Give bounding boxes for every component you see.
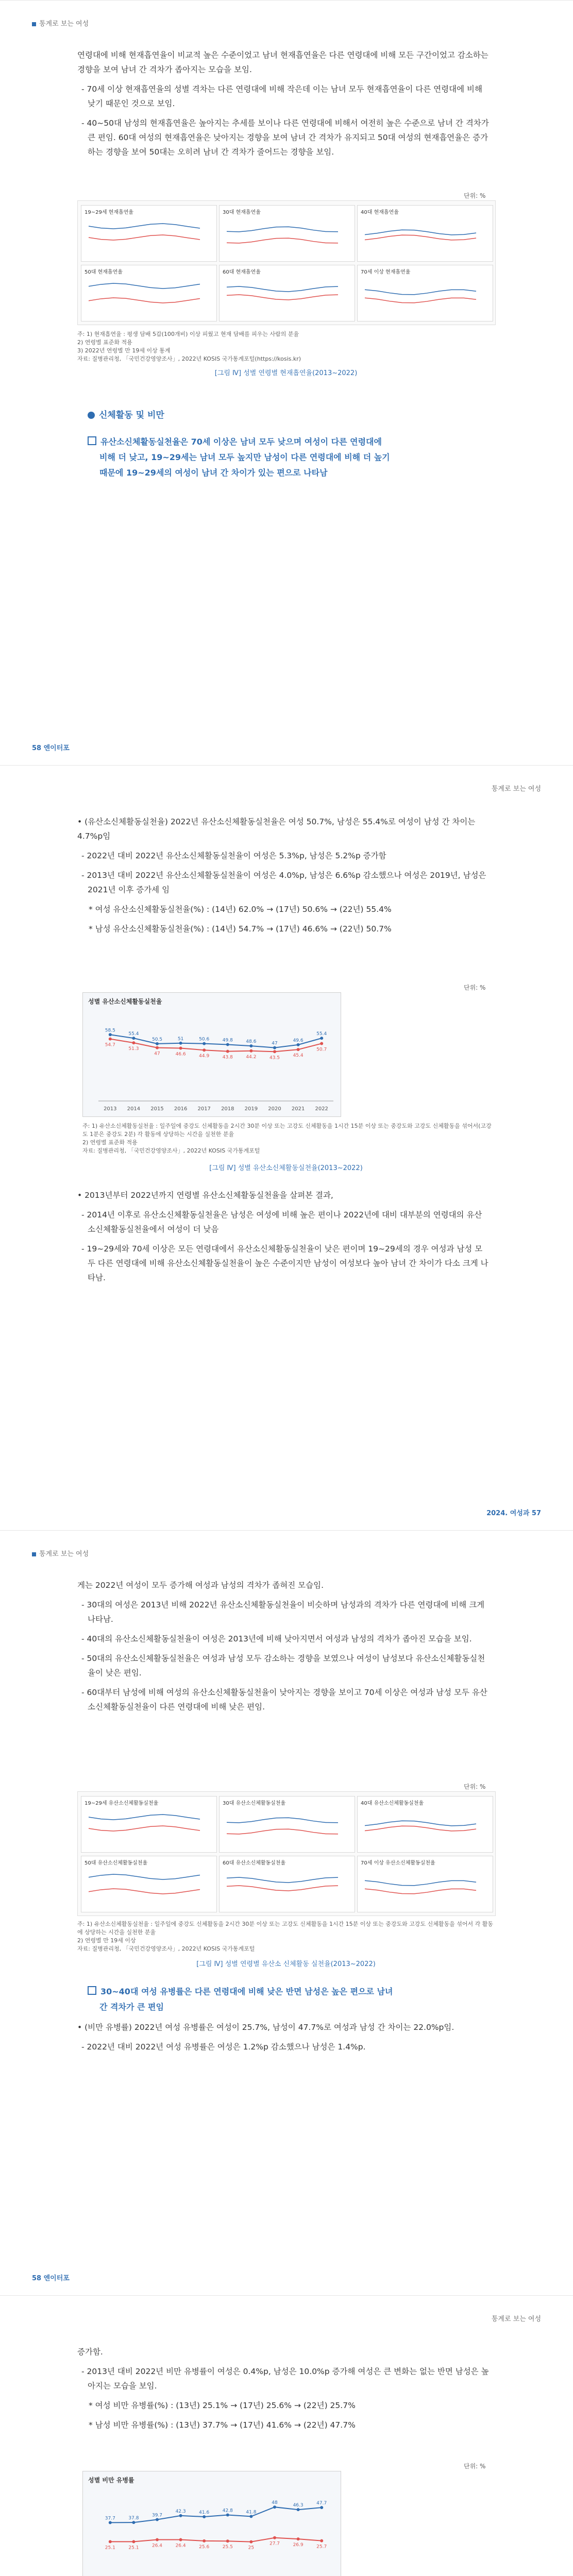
mini-chart: [357, 1796, 493, 1853]
x-tick-label: 2019: [244, 1106, 258, 1112]
male-trend-line: [365, 230, 476, 235]
female-trend-line: [365, 235, 476, 240]
male-trend-line: [365, 290, 476, 294]
data-point: [109, 2521, 112, 2524]
data-label: 49.6: [293, 1038, 304, 1043]
paragraph: 게는 2022년 여성이 모두 증가해 여성과 남성의 격차가 좁혀진 모습임.: [77, 1581, 324, 1590]
page-header: 통계로 보는 여성: [32, 1548, 89, 1558]
male-trend-line: [89, 1874, 200, 1879]
small-multiples-figure: [77, 1791, 496, 1916]
mini-chart-title: 40대 유산소신체활동실천율: [361, 1801, 424, 1806]
data-label: 26.4: [175, 2543, 186, 2549]
mini-chart-title: 60대 유산소신체활동실천율: [223, 1860, 286, 1866]
data-point: [297, 2508, 300, 2511]
paragraph: - 19~29세와 70세 이상은 모든 연령대에서 유산소신체활동실천율이 낮은 편이며 19~29세의 경우 여성과 남성 모두 다른 연령대에 비해 유산소신체활동실천율이 높은 수준이지만 남성이 여성보다 높아 남녀 간 차이가 다소 크게 나타남.: [81, 1244, 488, 1282]
data-point: [109, 2540, 112, 2543]
key-point-text: 비해 더 낮고, 19~29세는 남녀 모두 높지만 남성이 다른 연령대에 비해 더 높기: [99, 452, 390, 462]
x-tick-label: 2015: [150, 1106, 164, 1112]
female-trend-line: [227, 1886, 338, 1891]
paragraph: - 60대부터 남성에 비해 여성의 유산소신체활동실천율이 낮아지는 경향을 보이고 70세 이상은 여성과 남성 모두 유산소신체활동실천율이 다른 연령대에 비해 낮은 편임.: [81, 1688, 487, 1711]
female-trend-line: [89, 1889, 200, 1894]
data-label: 42.3: [175, 2509, 186, 2514]
page-header: 통계로 보는 여성: [491, 2315, 541, 2323]
data-label: 50.5: [151, 1037, 163, 1042]
x-tick-label: 2013: [104, 1106, 117, 1112]
body-text: [77, 2345, 490, 2437]
female-trend-line: [227, 238, 338, 243]
figure-caption: [그림 Ⅳ] 성별 유산소신체활동실천율(2013~2022): [209, 1164, 363, 1172]
female-trend-line: [89, 1826, 200, 1831]
note-line: 자료: 질병관리청, 「국민건강영양조사」, 2022년 KOSIS 국가통계포털(https://kosis.kr): [77, 355, 301, 362]
data-label: 43.5: [269, 1055, 280, 1061]
data-label: 43.8: [222, 1055, 233, 1060]
key-point-line: [88, 434, 500, 450]
small-multiples-figure: [77, 200, 496, 325]
series-line-male: [110, 1035, 322, 1047]
note-line: 주: 1) 유산소신체활동실천율 : 일주일에 중강도 신체활동을 2시간 30분 이상 또는 고강도 신체활동을 1시간 15분 이상 또는 중강도와 고강도 신체활동을 섞어서 각 활동에 상당하는 시간을 실천한 분율: [77, 1921, 494, 1936]
data-point: [273, 1050, 276, 1053]
mini-chart-title: 70세 이상 유산소신체활동실천율: [361, 1860, 435, 1866]
data-label: 25: [248, 2545, 255, 2551]
data-point: [109, 1038, 112, 1041]
data-label: 44.9: [199, 1054, 210, 1059]
paragraph: - 40대의 유산소신체활동실천율이 여성은 2013년에 비해 낮아지면서 여성과 남성의 격차가 좁아진 모습을 보임.: [81, 1634, 472, 1643]
data-point: [249, 2540, 252, 2544]
page-2: [0, 765, 573, 1531]
page-number: 2024. 여성과 57: [486, 1510, 541, 1517]
data-point: [320, 1042, 323, 1045]
data-point: [132, 2521, 135, 2524]
unit-label: 단위: %: [464, 192, 486, 199]
mini-chart-title: 50대 현재흡연율: [85, 269, 123, 275]
data-point: [226, 1050, 229, 1053]
mini-chart: [81, 1796, 217, 1853]
x-tick-label: 2022: [315, 1106, 328, 1112]
data-label: 26.4: [151, 2543, 163, 2549]
data-label: 44.2: [246, 1054, 257, 1060]
line-chart: [82, 2471, 341, 2576]
data-label: 58.5: [105, 1028, 115, 1033]
mini-chart: [81, 265, 217, 321]
data-label: 25.7: [316, 2544, 327, 2550]
data-label: 37.7: [105, 2516, 115, 2521]
data-point: [297, 2537, 300, 2540]
data-point: [203, 2515, 206, 2518]
x-tick-label: 2020: [268, 1106, 281, 1112]
data-point: [273, 2505, 276, 2509]
mini-chart-title: 50대 유산소신체활동실천율: [85, 1860, 148, 1866]
data-label: 26.9: [293, 2543, 304, 2548]
key-point-line: [88, 1984, 500, 1999]
data-label: 46.6: [175, 1052, 186, 1057]
key-point-box: [88, 1984, 500, 2015]
paragraph: - 40~50대 남성의 현재흡연율은 높아지는 추세를 보이나 다른 연령대에 비해서 여전히 높은 수준으로 남녀 간 격차가 큰 편임. 60대 여성의 현재흡연율은 낮아지는 경향을 보여 남녀 간 격차가 유지되고 50대 여성의 현재흡연율은 증가하는 경향을 보여 50대는 오히려 남녀 간 격차가 줄어드는 경향을 보임.: [81, 118, 489, 157]
mini-chart-title: 40대 현재흡연율: [361, 210, 399, 215]
data-point: [132, 2540, 135, 2543]
data-label: 47.7: [316, 2501, 327, 2506]
male-trend-line: [227, 1877, 338, 1883]
data-point: [203, 1042, 206, 1045]
paragraph: - 2022년 대비 2022년 여성 유병률은 여성은 1.2%p 감소했으나 남성은 1.4%p.: [81, 2042, 366, 2052]
section-title: [88, 408, 164, 420]
body-text: [77, 815, 490, 941]
data-label: 49.8: [222, 1038, 233, 1043]
page-number: 58 엔이터포: [32, 2275, 70, 2282]
mini-chart: [219, 1796, 355, 1853]
male-trend-line: [227, 286, 338, 292]
paragraph: - 70세 이상 현재흡연율의 성별 격차는 다른 연령대에 비해 작은데 이는 남녀 모두 현재흡연율이 다른 연령대에 비해 낮기 때문인 것으로 보임.: [81, 84, 482, 108]
data-label: 41.6: [199, 2510, 210, 2515]
note-line: 자료: 질병관리청, 「국민건강영양조사」, 2022년 KOSIS 국가통계포털: [82, 1147, 260, 1154]
data-label: 55.4: [128, 1031, 139, 1037]
paragraph: - 50대의 유산소신체활동실천율은 여성과 남성 모두 감소하는 경향을 보였으나 여성이 남성보다 유산소신체활동실천율이 낮은 편임.: [81, 1654, 485, 1677]
data-point: [156, 2518, 159, 2521]
data-point: [179, 1042, 182, 1045]
figure-caption: [그림 Ⅳ] 성별 연령별 유산소 신체활동 실천율(2013~2022): [196, 1960, 376, 1968]
chart-title: 성별 비만 유병률: [88, 2477, 134, 2484]
data-point: [179, 1046, 182, 1049]
chart-title: 성별 유산소신체활동실천율: [88, 998, 162, 1005]
data-point: [226, 1043, 229, 1046]
data-point: [132, 1037, 135, 1040]
x-tick-label: 2018: [221, 1106, 234, 1112]
mini-chart-title: 70세 이상 현재흡연율: [361, 269, 411, 275]
data-point: [226, 2539, 229, 2543]
page-footer: [32, 742, 70, 752]
data-label: 46.3: [293, 2503, 304, 2509]
mini-chart-title: 30대 유산소신체활동실천율: [223, 1801, 286, 1806]
mini-chart-title: 60대 현재흡연율: [223, 269, 261, 275]
page-header: 통계로 보는 여성: [491, 785, 541, 793]
key-point-text: 때문에 19~29세의 여성이 남녀 간 차이가 있는 편으로 나타남: [99, 468, 328, 478]
chart-svg: [83, 2471, 341, 2576]
line-chart: [82, 992, 341, 1117]
page-3: [0, 1530, 573, 2296]
data-label: 37.8: [128, 2516, 139, 2521]
data-point: [156, 1042, 159, 1045]
female-trend-line: [227, 295, 338, 300]
data-label: 25.6: [199, 2544, 210, 2550]
data-point: [156, 2538, 159, 2541]
page-1: [0, 0, 573, 766]
data-point: [249, 1044, 252, 1047]
key-point-text: 30~40대 여성 유병률은 다른 연령대에 비해 낮은 반면 남성은 높은 편으로 남녀: [100, 1987, 393, 1996]
data-point: [273, 2536, 276, 2539]
paragraph: - 2013년 대비 2022년 비만 유병률이 여성은 0.4%p, 남성은 10.0%p 증가해 여성은 큰 변화는 없는 반면 남성은 높아지는 모습을 보임.: [81, 2367, 489, 2391]
unit-label: 단위: %: [464, 984, 486, 991]
female-trend-line: [89, 235, 200, 240]
note-line: 2) 연령별 만 19세 이상: [77, 1937, 136, 1944]
key-point-box: [88, 434, 500, 481]
data-point: [156, 1046, 159, 1049]
page-number: 58 엔이터포: [32, 744, 70, 752]
paragraph: 연령대에 비해 현재흡연율이 비교적 높은 수준이었고 남녀 현재흡연율은 다른 연령대에 비해 모든 구간이었고 감소하는 경향을 보여 남녀 간 격차가 좁아지는 모습을 보임.: [77, 50, 488, 74]
checkbox-icon: [88, 436, 96, 445]
paragraph: - 2013년 대비 2022년 유산소신체활동실천율이 여성은 4.0%p, 남성은 6.6%p 감소했으나 여성은 2019년, 남성은 2021년 이후 증가세 임: [81, 871, 486, 894]
male-trend-line: [365, 1880, 476, 1885]
data-label: 25.1: [105, 2545, 115, 2551]
section-title-text: 신체활동 및 비만: [99, 410, 164, 420]
male-trend-line: [227, 1818, 338, 1823]
x-tick-label: 2016: [174, 1106, 188, 1112]
data-label: 27.7: [269, 2541, 280, 2547]
data-label: 42.8: [222, 2508, 233, 2514]
page-header: 통계로 보는 여성: [32, 18, 89, 28]
data-label: 50.6: [199, 1037, 210, 1042]
paragraph: • (비만 유병률) 2022년 여성 유병률은 여성이 25.7%, 남성이 47.7%로 여성과 남성 간 차이는 22.0%p임.: [77, 2023, 454, 2032]
data-label: 51: [177, 1036, 184, 1042]
data-label: 54.7: [105, 1042, 115, 1048]
key-point-text: 간 격차가 큰 편임: [99, 2002, 164, 2012]
x-tick-label: 2017: [197, 1106, 211, 1112]
mini-chart: [357, 1856, 493, 1912]
data-label: 41.8: [246, 2510, 257, 2515]
data-label: 55.4: [316, 1031, 327, 1037]
chart-svg: [83, 993, 341, 1116]
data-label: 51.3: [128, 1046, 139, 1052]
checkbox-icon: [88, 1986, 96, 1995]
paragraph: - 2022년 대비 2022년 유산소신체활동실천율이 여성은 5.3%p, 남성은 5.2%p 증가함: [81, 851, 386, 860]
data-point: [179, 2538, 182, 2541]
figure-caption: [그림 Ⅳ] 성별 연령별 현재흡연율(2013~2022): [214, 369, 358, 377]
data-point: [297, 1043, 300, 1046]
paragraph: * 여성 유산소신체활동실천율(%) : (14년) 62.0% → (17년) 50.6% → (22년) 55.4%: [89, 905, 392, 914]
note-line: 주: 1) 유산소신체활동실천율 : 일주일에 중강도 신체활동을 2시간 30분 이상 또는 고강도 신체활동을 1시간 15분 이상 또는 중강도와 고강도 신체활동을 섞어서(고강도 1분은 중강도 2분) 각 활동에 상당하는 시간을 실천한 분율: [82, 1123, 492, 1138]
paragraph: • 2013년부터 2022년까지 연령별 유산소신체활동실천율을 살펴본 결과,: [77, 1191, 333, 1200]
data-point: [249, 2515, 252, 2518]
bullet-icon: [88, 412, 95, 419]
x-tick-label: 2014: [127, 1106, 141, 1112]
data-point: [249, 1049, 252, 1053]
paragraph: - 2014년 이후로 유산소신체활동실천율은 남성은 여성에 비해 높은 편이나 2022년에 대비 대부분의 연령대의 유산소신체활동실천율에서 여성이 더 낮음: [81, 1210, 482, 1234]
male-trend-line: [227, 227, 338, 232]
male-trend-line: [89, 224, 200, 229]
paragraph: * 여성 비만 유병률(%) : (13년) 25.1% → (17년) 25.6% → (22년) 25.7%: [89, 2401, 356, 2410]
data-label: 47: [154, 1051, 160, 1057]
data-label: 25.5: [222, 2545, 233, 2550]
note-line: 2) 연령별 표준화 적용: [77, 339, 132, 346]
paragraph: * 남성 유산소신체활동실천율(%) : (14년) 54.7% → (17년) 46.6% → (22년) 50.7%: [89, 924, 392, 934]
x-tick-label: 2021: [291, 1106, 305, 1112]
data-point: [203, 1048, 206, 1052]
note-line: 자료: 질병관리청, 「국민건강영양조사」, 2022년 KOSIS 국가통계포털: [77, 1945, 255, 1952]
mini-chart: [219, 265, 355, 321]
mini-chart: [81, 205, 217, 262]
data-label: 50.7: [316, 1047, 327, 1053]
female-trend-line: [365, 1889, 476, 1893]
paragraph: 증가함.: [77, 2347, 103, 2357]
male-trend-line: [89, 1815, 200, 1820]
unit-label: 단위: %: [464, 1783, 486, 1790]
data-label: 45.4: [293, 1053, 304, 1059]
note-line: 주: 1) 현재흡연율 : 평생 담배 5갑(100개비) 이상 피웠고 현재 담배를 피우는 사람의 분율: [77, 331, 299, 337]
note-line: 3) 2022년 연령별 만 19세 이상 통계: [77, 347, 171, 354]
data-point: [109, 1033, 112, 1036]
key-point-text: 유산소신체활동실천율은 70세 이상은 남녀 모두 낮으며 여성이 다른 연령대에: [100, 437, 382, 447]
unit-label: 단위: %: [464, 2463, 486, 2470]
page-footer: [486, 1507, 541, 1517]
figure-notes: [77, 330, 495, 363]
paragraph: - 30대의 여성은 2013년 비해 2022년 유산소신체활동실천율이 비슷하며 남성과의 격차가 다른 연령대에 비해 크게 나타남.: [81, 1600, 485, 1624]
data-label: 39.7: [151, 2513, 163, 2518]
figure-notes: [77, 1920, 495, 1953]
mini-chart-title: 19~29세 현재흡연율: [85, 210, 133, 215]
mini-chart-title: 30대 현재흡연율: [223, 210, 261, 215]
data-point: [320, 2539, 323, 2543]
page-4: [0, 2295, 573, 2576]
body-text: [77, 1578, 490, 1719]
data-point: [132, 1041, 135, 1044]
page-footer: [32, 2273, 70, 2282]
data-point: [297, 1048, 300, 1051]
data-point: [320, 1037, 323, 1040]
male-trend-line: [89, 283, 200, 289]
series-line-male: [110, 2507, 322, 2522]
paragraph: * 남성 비만 유병률(%) : (13년) 37.7% → (17년) 41.6% → (22년) 47.7%: [89, 2420, 356, 2430]
male-trend-line: [365, 1821, 476, 1826]
body-text: [77, 1188, 490, 1290]
female-trend-line: [89, 298, 200, 303]
female-trend-line: [365, 298, 476, 302]
data-label: 48: [272, 2500, 278, 2506]
data-point: [273, 1046, 276, 1049]
paragraph: • (유산소신체활동실천율) 2022년 유산소신체활동실천율은 여성 50.7%, 남성은 55.4%로 여성이 남성 간 차이는 4.7%p임: [77, 817, 476, 841]
data-point: [179, 2514, 182, 2517]
data-label: 47: [272, 1041, 278, 1046]
mini-chart-title: 19~29세 유산소신체활동실천율: [85, 1801, 159, 1806]
mini-chart: [357, 265, 493, 321]
mini-chart: [81, 1856, 217, 1912]
mini-chart: [219, 1856, 355, 1912]
note-line: 2) 연령별 표준화 적용: [82, 1139, 138, 1146]
mini-chart: [219, 205, 355, 262]
mini-chart: [357, 205, 493, 262]
figure-notes: [82, 1122, 495, 1155]
body-text: [77, 48, 490, 164]
body-text: [77, 2020, 490, 2059]
female-trend-line: [227, 1829, 338, 1834]
female-trend-line: [365, 1826, 476, 1831]
series-line-female: [110, 2538, 322, 2542]
data-point: [226, 2513, 229, 2516]
data-label: 48.6: [246, 1039, 257, 1045]
data-label: 25.1: [128, 2545, 139, 2551]
data-point: [203, 2539, 206, 2543]
data-point: [320, 2506, 323, 2509]
